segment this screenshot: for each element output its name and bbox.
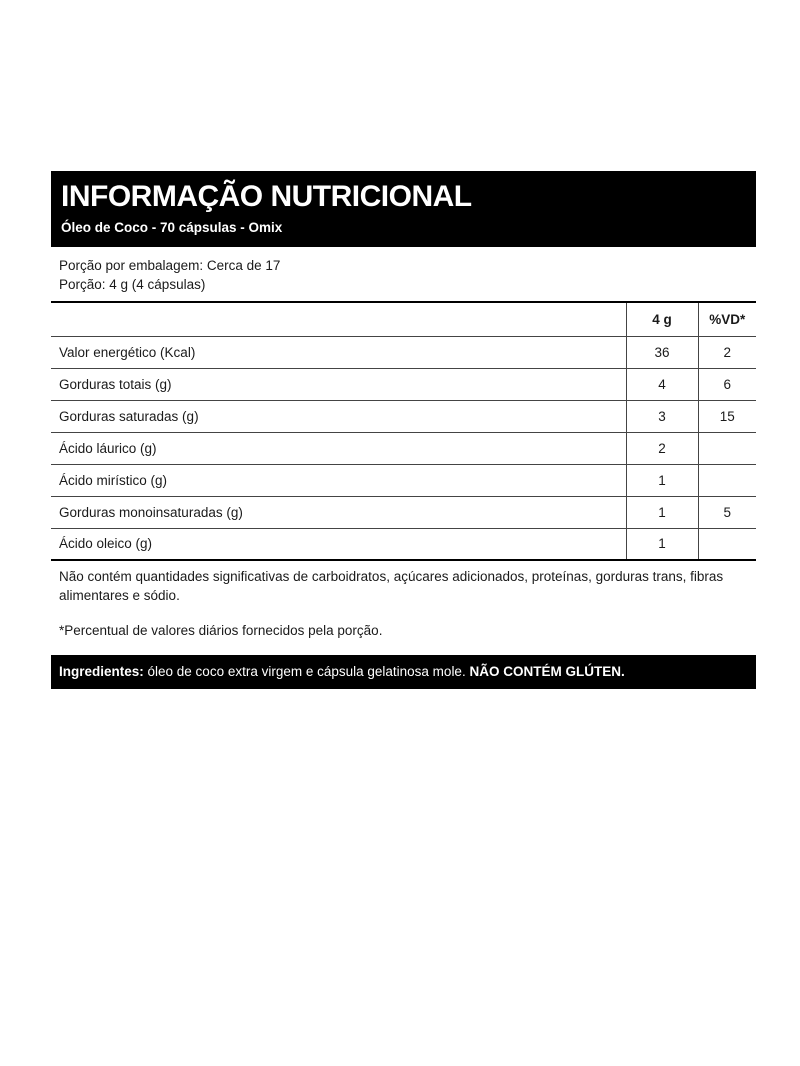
serving-info <box>51 247 756 301</box>
nutrition-label <box>51 171 756 689</box>
ingredients-label: Ingredientes: <box>59 664 144 679</box>
nutrition-table <box>51 301 756 561</box>
row-name: Valor energético (Kcal) <box>51 336 626 368</box>
table-row <box>51 464 756 496</box>
label-title: INFORMAÇÃO NUTRICIONAL <box>61 180 472 213</box>
row-name: Gorduras saturadas (g) <box>51 400 626 432</box>
product-subtitle: Óleo de Coco - 70 cápsulas - Omix <box>61 220 283 235</box>
row-name: Ácido mirístico (g) <box>51 464 626 496</box>
row-vd <box>698 528 756 560</box>
header-qty: 4 g <box>626 302 698 336</box>
gluten-warning: NÃO CONTÉM GLÚTEN. <box>469 664 625 679</box>
not-significant-note: Não contém quantidades significativas de carboidratos, açúcares adicionados, proteínas, gorduras trans, fibras alimentares e sódio. <box>59 569 724 603</box>
table-row <box>51 432 756 464</box>
portion-size: Porção: 4 g (4 cápsulas) <box>59 277 206 292</box>
row-name: Gorduras monoinsaturadas (g) <box>51 496 626 528</box>
row-qty: 4 <box>626 368 698 400</box>
ingredients-text: óleo de coco extra virgem e cápsula gelatinosa mole. <box>143 664 470 679</box>
row-vd: 2 <box>698 336 756 368</box>
servings-per-package: Porção por embalagem: Cerca de 17 <box>59 258 281 273</box>
row-name: Ácido oleico (g) <box>59 536 153 552</box>
row-vd <box>698 432 756 464</box>
ingredients-bar <box>51 655 756 689</box>
row-vd: 5 <box>698 496 756 528</box>
row-vd: 6 <box>698 368 756 400</box>
header-blank-cell <box>51 302 626 336</box>
vd-footnote: *Percentual de valores diários fornecidos pela porção. <box>59 623 383 638</box>
row-name: Ácido láurico (g) <box>51 432 626 464</box>
row-vd: 15 <box>698 400 756 432</box>
label-header <box>51 171 756 247</box>
row-qty: 1 <box>626 528 698 560</box>
table-row <box>51 400 756 432</box>
row-qty: 36 <box>626 336 698 368</box>
row-qty: 3 <box>626 400 698 432</box>
row-qty: 1 <box>626 496 698 528</box>
table-row <box>51 496 756 528</box>
table-row <box>51 528 756 560</box>
table-row <box>51 336 756 368</box>
row-vd <box>698 464 756 496</box>
row-name: Gorduras totais (g) <box>51 368 626 400</box>
table-header-row <box>51 302 756 336</box>
row-qty: 2 <box>626 432 698 464</box>
row-qty: 1 <box>626 464 698 496</box>
table-row <box>51 368 756 400</box>
header-vd: %VD* <box>698 302 756 336</box>
